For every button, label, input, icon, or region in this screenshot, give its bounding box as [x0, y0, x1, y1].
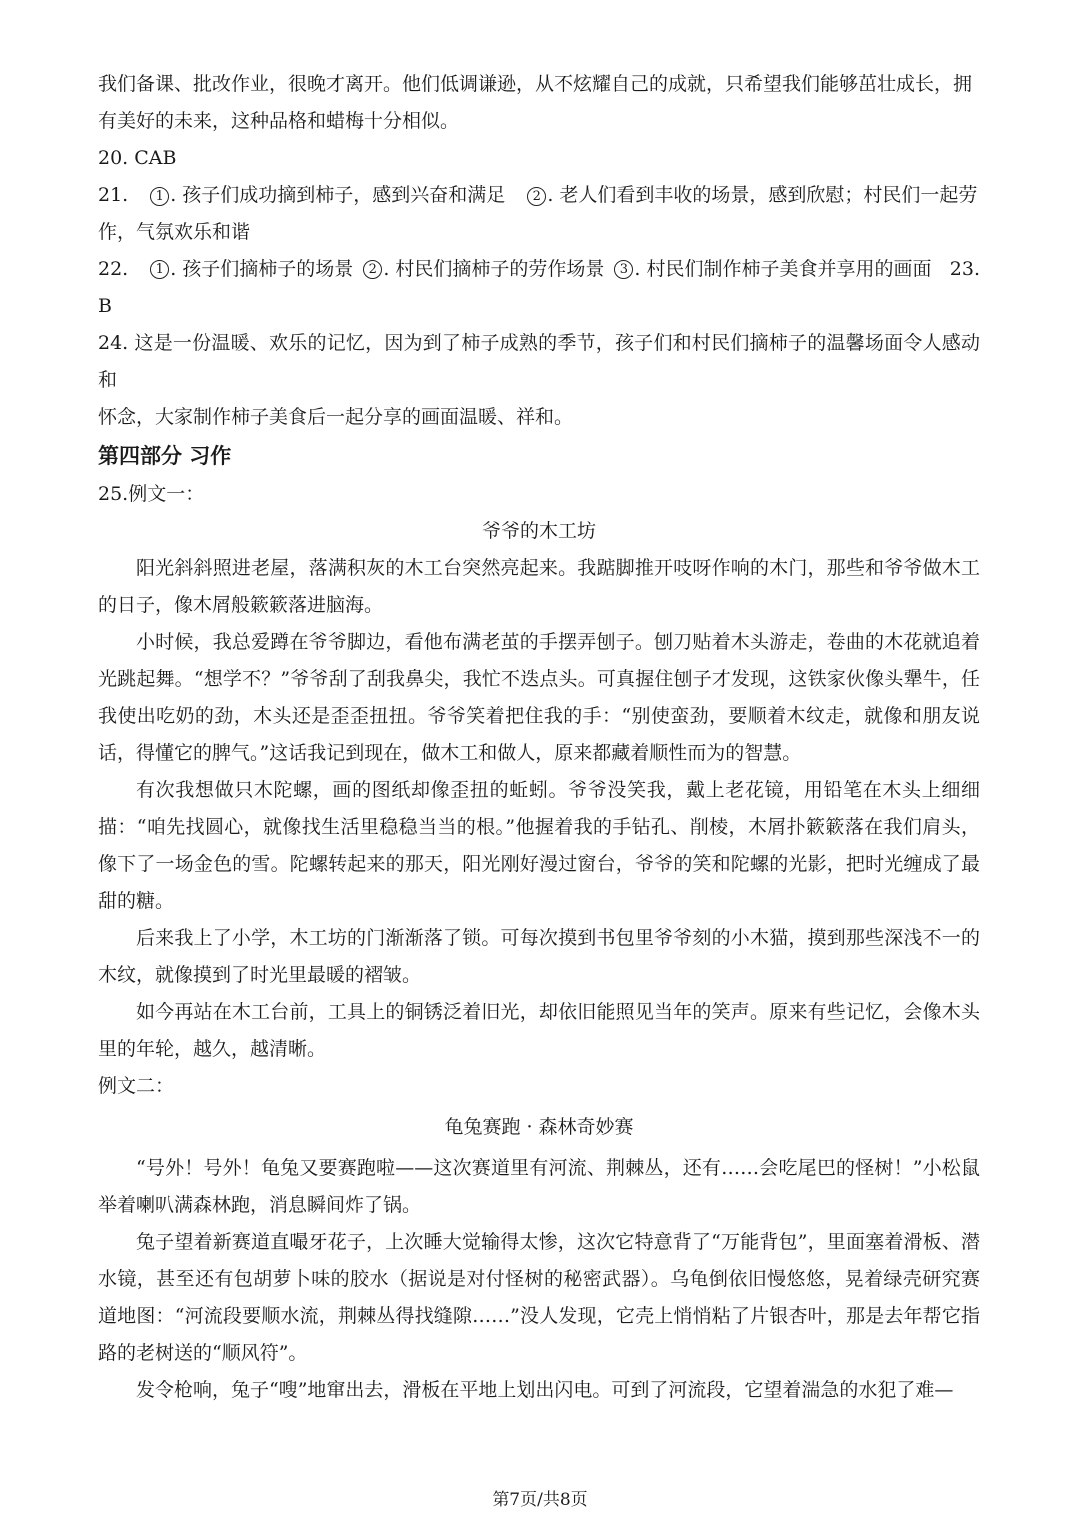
circled-number: 2	[363, 260, 382, 279]
essay-paragraph: “号外！号外！龟兔又要赛跑啦——这次赛道里有河流、荆棘丛，还有……会吃尾巴的怪树！”小松鼠举着喇叭满森林跑，消息瞬间炸了锅。	[98, 1157, 980, 1216]
question-label: 例文二：	[98, 1075, 175, 1097]
answer-text: . 老人们看到丰收的场景，感到欣慰；村民们一起劳	[547, 184, 978, 206]
question-number: 23.	[949, 258, 980, 280]
answer-q20: 20. CAB	[98, 147, 177, 169]
answer-q24: 24. 这是一份温暖、欢乐的记忆，因为到了柿子成熟的季节，孩子们和村民们摘柿子的温馨场面令人感动和	[98, 332, 980, 391]
answer-q23: B	[98, 295, 112, 317]
essay-title: 爷爷的木工坊	[481, 520, 596, 542]
circled-number: 1	[150, 260, 169, 279]
question-label: 25.例文一：	[98, 483, 205, 505]
circled-number: 2	[527, 187, 546, 206]
answer-text: . 村民们摘柿子的劳作场景	[383, 258, 605, 280]
page-footer: 第7页/共8页	[492, 1490, 588, 1510]
answer-text: . 孩子们摘柿子的场景	[170, 258, 354, 280]
answer-q24-continued: 怀念，大家制作柿子美食后一起分享的画面温暖、祥和。	[98, 406, 574, 428]
essay-paragraph: 后来我上了小学，木工坊的门渐渐落了锁。可每次摸到书包里爷爷刻的小木猫，摸到那些深浅不一的木纹，就像摸到了时光里最暖的褶皱。	[98, 927, 980, 986]
circled-number: 1	[150, 187, 169, 206]
essay-paragraph: 兔子望着新赛道直嘬牙花子，上次睡大觉输得太惨，这次它特意背了“万能背包”，里面塞着滑板、潜水镜，甚至还有包胡萝卜味的胶水（据说是对付怪树的秘密武器）。乌龟倒依旧慢悠悠，晃着绿壳研究赛道地图：“河流段要顺水流，荆棘丛得找缝隙……”没人发现，它壳上悄悄粘了片银杏叶，那是去年帮它指路的老树送的“顺风符”。	[98, 1231, 980, 1364]
document-page	[98, 66, 980, 1409]
essay-paragraph: 如今再站在木工台前，工具上的铜锈泛着旧光，却依旧能照见当年的笑声。原来有些记忆，会像木头里的年轮，越久，越清晰。	[98, 1001, 980, 1060]
answer-q22	[98, 251, 980, 288]
text-line: 有美好的未来，这种品格和蜡梅十分相似。	[98, 110, 460, 132]
answer-q21	[98, 177, 980, 214]
essay-paragraph: 小时候，我总爱蹲在爷爷脚边，看他布满老茧的手摆弄刨子。刨刀贴着木头游走，卷曲的木花就追着光跳起舞。“想学不？”爷爷刮了刮我鼻尖，我忙不迭点头。可真握住刨子才发现，这铁家伙像头犟牛，任我使出吃奶的劲，木头还是歪歪扭扭。爷爷笑着把住我的手：“别使蛮劲，要顺着木纹走，就像和朋友说话，得懂它的脾气。”这话我记到现在，做木工和做人，原来都藏着顺性而为的智慧。	[98, 631, 980, 764]
text-line: 我们备课、批改作业，很晚才离开。他们低调谦逊，从不炫耀自己的成就，只希望我们能够茁壮成长，拥	[98, 73, 973, 95]
question-number: 21.	[98, 184, 129, 206]
section-heading: 第四部分 习作	[98, 444, 232, 468]
answer-text: . 孩子们成功摘到柿子，感到兴奋和满足	[170, 184, 506, 206]
essay-title: 龟兔赛跑 · 森林奇妙赛	[444, 1116, 634, 1138]
question-number: 22.	[98, 258, 129, 280]
answer-q21-continued: 作，气氛欢乐和谐	[98, 221, 251, 243]
essay-paragraph: 阳光斜斜照进老屋，落满积灰的木工台突然亮起来。我踮脚推开吱呀作响的木门，那些和爷爷做木工的日子，像木屑般簌簌落进脑海。	[98, 557, 980, 616]
essay-paragraph: 发令枪响，兔子“嗖”地窜出去，滑板在平地上划出闪电。可到了河流段，它望着湍急的水犯了难—	[136, 1379, 954, 1401]
essay-paragraph: 有次我想做只木陀螺，画的图纸却像歪扭的蚯蚓。爷爷没笑我，戴上老花镜，用铅笔在木头上细细描：“咱先找圆心，就像找生活里稳稳当当的根。”他握着我的手钻孔、削棱，木屑扑簌簌落在我们肩头，像下了一场金色的雪。陀螺转起来的那天，阳光刚好漫过窗台，爷爷的笑和陀螺的光影，把时光缠成了最甜的糖。	[98, 779, 980, 912]
answer-text: . 村民们制作柿子美食并享用的画面	[634, 258, 932, 280]
circled-number: 3	[614, 260, 633, 279]
